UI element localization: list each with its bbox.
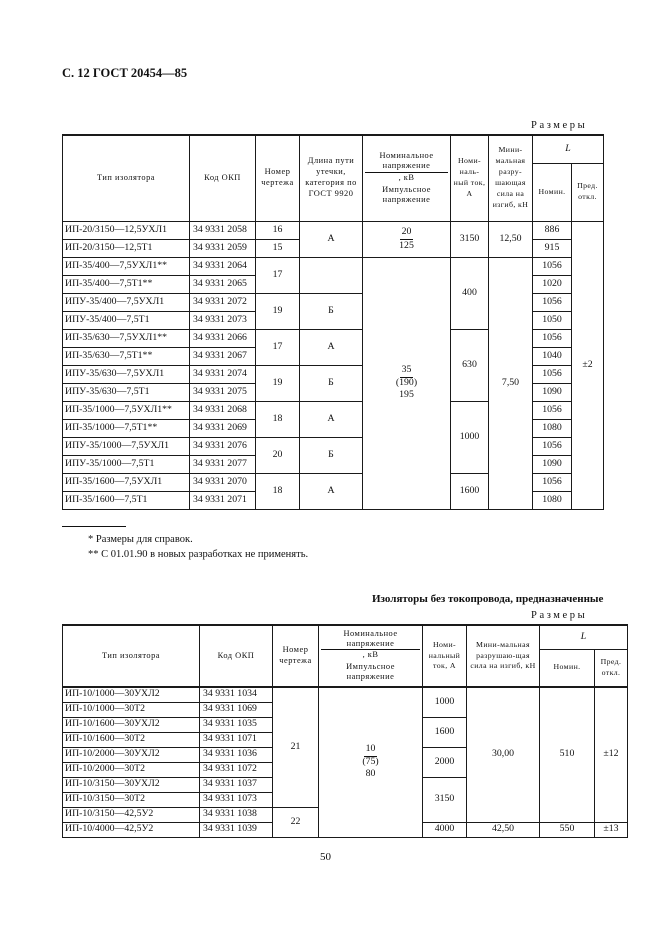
leakage-category: Б xyxy=(300,437,363,473)
breaking-force: 30,00 xyxy=(467,687,540,822)
row-type: ИП-10/3150—42,5У2 xyxy=(63,807,200,822)
drawing-number: 21 xyxy=(273,687,319,807)
row-type: ИП-35/1000—7,5УХЛ1** xyxy=(63,401,190,419)
header-current: Номи-нальный ток, А xyxy=(423,625,467,687)
header-voltage-unit: , кВ xyxy=(362,650,379,660)
breaking-force: 7,50 xyxy=(489,257,533,509)
row-type: ИП-10/1000—30УХЛ2 xyxy=(63,687,200,702)
footnote-2: ** С 01.01.90 в новых разработках не применять. xyxy=(88,549,309,560)
rated-current: 2000 xyxy=(423,747,467,777)
leakage-category: А xyxy=(300,401,363,437)
rated-current: 3150 xyxy=(451,221,489,257)
breaking-force: 42,50 xyxy=(467,822,540,837)
row-code: 34 9331 2069 xyxy=(190,419,256,437)
L-nominal: 1056 xyxy=(533,365,572,383)
row-code: 34 9331 1035 xyxy=(200,717,273,732)
L-deviation: ±13 xyxy=(595,822,628,837)
drawing-number: 20 xyxy=(256,437,300,473)
header-voltage xyxy=(363,135,451,221)
rated-current: 3150 xyxy=(423,777,467,822)
header-L-nominal: Номин. xyxy=(540,649,595,687)
voltage-nominal: 10 xyxy=(364,744,378,757)
L-nominal: 1080 xyxy=(533,491,572,509)
row-code: 34 9331 1072 xyxy=(200,762,273,777)
row-type: ИПУ-35/1000—7,5Т1 xyxy=(63,455,190,473)
L-nominal: 886 xyxy=(533,221,572,239)
voltage-impulse-paren: (190) xyxy=(395,377,418,389)
rated-current: 4000 xyxy=(423,822,467,837)
page-header: С. 12 ГОСТ 20454—85 xyxy=(62,66,188,80)
row-type: ИП-20/3150—12,5Т1 xyxy=(63,239,190,257)
row-type: ИП-10/1600—30УХЛ2 xyxy=(63,717,200,732)
breaking-force: 12,50 xyxy=(489,221,533,257)
row-code: 34 9331 1034 xyxy=(200,687,273,702)
rated-current: 400 xyxy=(451,257,489,329)
row-type: ИП-35/630—7,5Т1** xyxy=(63,347,190,365)
header-voltage-nominal: Номинальное напряжение xyxy=(365,151,448,173)
leakage-category: А xyxy=(300,329,363,365)
L-nominal: 1080 xyxy=(533,419,572,437)
L-nominal: 1050 xyxy=(533,311,572,329)
row-type: ИП-35/400—7,5Т1** xyxy=(63,275,190,293)
L-nominal: 1056 xyxy=(533,473,572,491)
voltage-impulse-paren: (75) xyxy=(362,756,379,768)
row-code: 34 9331 1069 xyxy=(200,702,273,717)
row-code: 34 9331 2064 xyxy=(190,257,256,275)
rated-current: 1000 xyxy=(423,687,467,717)
voltage-cell xyxy=(319,687,423,837)
header-L: L xyxy=(533,135,604,163)
row-type: ИП-10/1000—30Т2 xyxy=(63,702,200,717)
rated-current: 1000 xyxy=(451,401,489,473)
L-deviation: ±2 xyxy=(572,221,604,509)
section-title: Изоляторы без токопровода, предназначенные xyxy=(372,593,604,605)
drawing-number: 19 xyxy=(256,293,300,329)
insulator-table-1 xyxy=(62,134,604,510)
row-code: 34 9331 1037 xyxy=(200,777,273,792)
voltage-nominal: 35 xyxy=(400,365,414,378)
drawing-number: 19 xyxy=(256,365,300,401)
footnote-1: * Размеры для справок. xyxy=(88,534,193,545)
header-L-deviation: Пред. откл. xyxy=(572,163,604,221)
page-number: 50 xyxy=(320,851,331,863)
header-L: L xyxy=(540,625,628,649)
row-code: 34 9331 2068 xyxy=(190,401,256,419)
row-code: 34 9331 1038 xyxy=(200,807,273,822)
voltage-nominal: 20 xyxy=(400,227,414,240)
row-type: ИП-10/4000—42,5У2 xyxy=(63,822,200,837)
rated-current: 630 xyxy=(451,329,489,401)
header-code: Код ОКП xyxy=(190,135,256,221)
header-L-nominal: Номин. xyxy=(533,163,572,221)
voltage-impulse: 195 xyxy=(399,388,414,400)
row-code: 34 9331 2074 xyxy=(190,365,256,383)
header-voltage-nominal: Номинальное напряжение xyxy=(321,629,420,651)
header-drawing: Номер чертежа xyxy=(273,625,319,687)
L-nominal: 915 xyxy=(533,239,572,257)
row-code: 34 9331 2067 xyxy=(190,347,256,365)
row-code: 34 9331 1073 xyxy=(200,792,273,807)
L-nominal: 510 xyxy=(540,687,595,822)
L-nominal: 1090 xyxy=(533,455,572,473)
drawing-number: 17 xyxy=(256,257,300,293)
row-code: 34 9331 2075 xyxy=(190,383,256,401)
dimensions-label: Размеры xyxy=(531,120,588,131)
row-type: ИП-35/400—7,5УХЛ1** xyxy=(63,257,190,275)
header-voltage-unit: , кВ xyxy=(398,172,415,182)
header-force: Мини-мальная разру-шающая сила на изгиб, кН xyxy=(489,135,533,221)
header-voltage-impulse: Импульсное напряжение xyxy=(346,662,395,682)
L-nominal: 1056 xyxy=(533,401,572,419)
L-nominal: 1056 xyxy=(533,329,572,347)
L-nominal: 1090 xyxy=(533,383,572,401)
header-drawing: Номер чертежа xyxy=(256,135,300,221)
voltage-cell xyxy=(363,221,451,257)
L-nominal: 1056 xyxy=(533,257,572,275)
leakage-category: Б xyxy=(300,365,363,401)
leakage-category xyxy=(300,257,363,293)
insulator-table-2 xyxy=(62,624,628,838)
row-code: 34 9331 2071 xyxy=(190,491,256,509)
row-type: ИПУ-35/400—7,5УХЛ1 xyxy=(63,293,190,311)
row-type: ИП-10/2000—30УХЛ2 xyxy=(63,747,200,762)
row-code: 34 9331 2077 xyxy=(190,455,256,473)
row-type: ИПУ-35/630—7,5Т1 xyxy=(63,383,190,401)
row-type: ИП-10/1600—30Т2 xyxy=(63,732,200,747)
header-leakage: Длина пути утечки, категория по ГОСТ 9920 xyxy=(300,135,363,221)
voltage-impulse: 125 xyxy=(399,239,414,251)
row-type: ИПУ-35/400—7,5Т1 xyxy=(63,311,190,329)
row-type: ИП-10/3150—30Т2 xyxy=(63,792,200,807)
row-code: 34 9331 1039 xyxy=(200,822,273,837)
drawing-number: 15 xyxy=(256,239,300,257)
header-type: Тип изолятора xyxy=(63,135,190,221)
L-nominal: 1040 xyxy=(533,347,572,365)
row-code: 34 9331 2066 xyxy=(190,329,256,347)
header-code: Код ОКП xyxy=(200,625,273,687)
row-type: ИПУ-35/630—7,5УХЛ1 xyxy=(63,365,190,383)
dimensions-label: Размеры xyxy=(531,610,588,621)
header-current: Номи-наль-ный ток, А xyxy=(451,135,489,221)
row-code: 34 9331 2072 xyxy=(190,293,256,311)
drawing-number: 18 xyxy=(256,473,300,509)
footnotes xyxy=(88,532,308,562)
header-voltage xyxy=(319,625,423,687)
L-nominal: 550 xyxy=(540,822,595,837)
leakage-category: Б xyxy=(300,293,363,329)
header-type: Тип изолятора xyxy=(63,625,200,687)
row-code: 34 9331 2065 xyxy=(190,275,256,293)
header-force: Мини-мальная разрушаю-щая сила на изгиб, кН xyxy=(467,625,540,687)
row-code: 34 9331 1036 xyxy=(200,747,273,762)
drawing-number: 16 xyxy=(256,221,300,239)
row-code: 34 9331 2070 xyxy=(190,473,256,491)
drawing-number: 22 xyxy=(273,807,319,837)
leakage-category: А xyxy=(300,221,363,257)
row-type: ИПУ-35/1000—7,5УХЛ1 xyxy=(63,437,190,455)
row-type: ИП-35/1600—7,5УХЛ1 xyxy=(63,473,190,491)
row-type: ИП-35/1600—7,5Т1 xyxy=(63,491,190,509)
header-voltage-impulse: Импульсное напряжение xyxy=(382,184,431,204)
rated-current: 1600 xyxy=(451,473,489,509)
row-type: ИП-20/3150—12,5УХЛ1 xyxy=(63,221,190,239)
row-type: ИП-10/3150—30УХЛ2 xyxy=(63,777,200,792)
row-type: ИП-35/1000—7,5Т1** xyxy=(63,419,190,437)
voltage-cell xyxy=(363,257,451,509)
row-code: 34 9331 2076 xyxy=(190,437,256,455)
row-code: 34 9331 1071 xyxy=(200,732,273,747)
footnote-divider xyxy=(62,526,126,527)
row-type: ИП-35/630—7,5УХЛ1** xyxy=(63,329,190,347)
row-code: 34 9331 2073 xyxy=(190,311,256,329)
L-nominal: 1056 xyxy=(533,437,572,455)
L-nominal: 1056 xyxy=(533,293,572,311)
drawing-number: 18 xyxy=(256,401,300,437)
voltage-impulse: 80 xyxy=(365,768,376,780)
L-nominal: 1020 xyxy=(533,275,572,293)
header-L-deviation: Пред. откл. xyxy=(595,649,628,687)
row-type: ИП-10/2000—30Т2 xyxy=(63,762,200,777)
row-code: 34 9331 2059 xyxy=(190,239,256,257)
row-code: 34 9331 2058 xyxy=(190,221,256,239)
rated-current: 1600 xyxy=(423,717,467,747)
drawing-number: 17 xyxy=(256,329,300,365)
leakage-category: А xyxy=(300,473,363,509)
L-deviation: ±12 xyxy=(595,687,628,822)
